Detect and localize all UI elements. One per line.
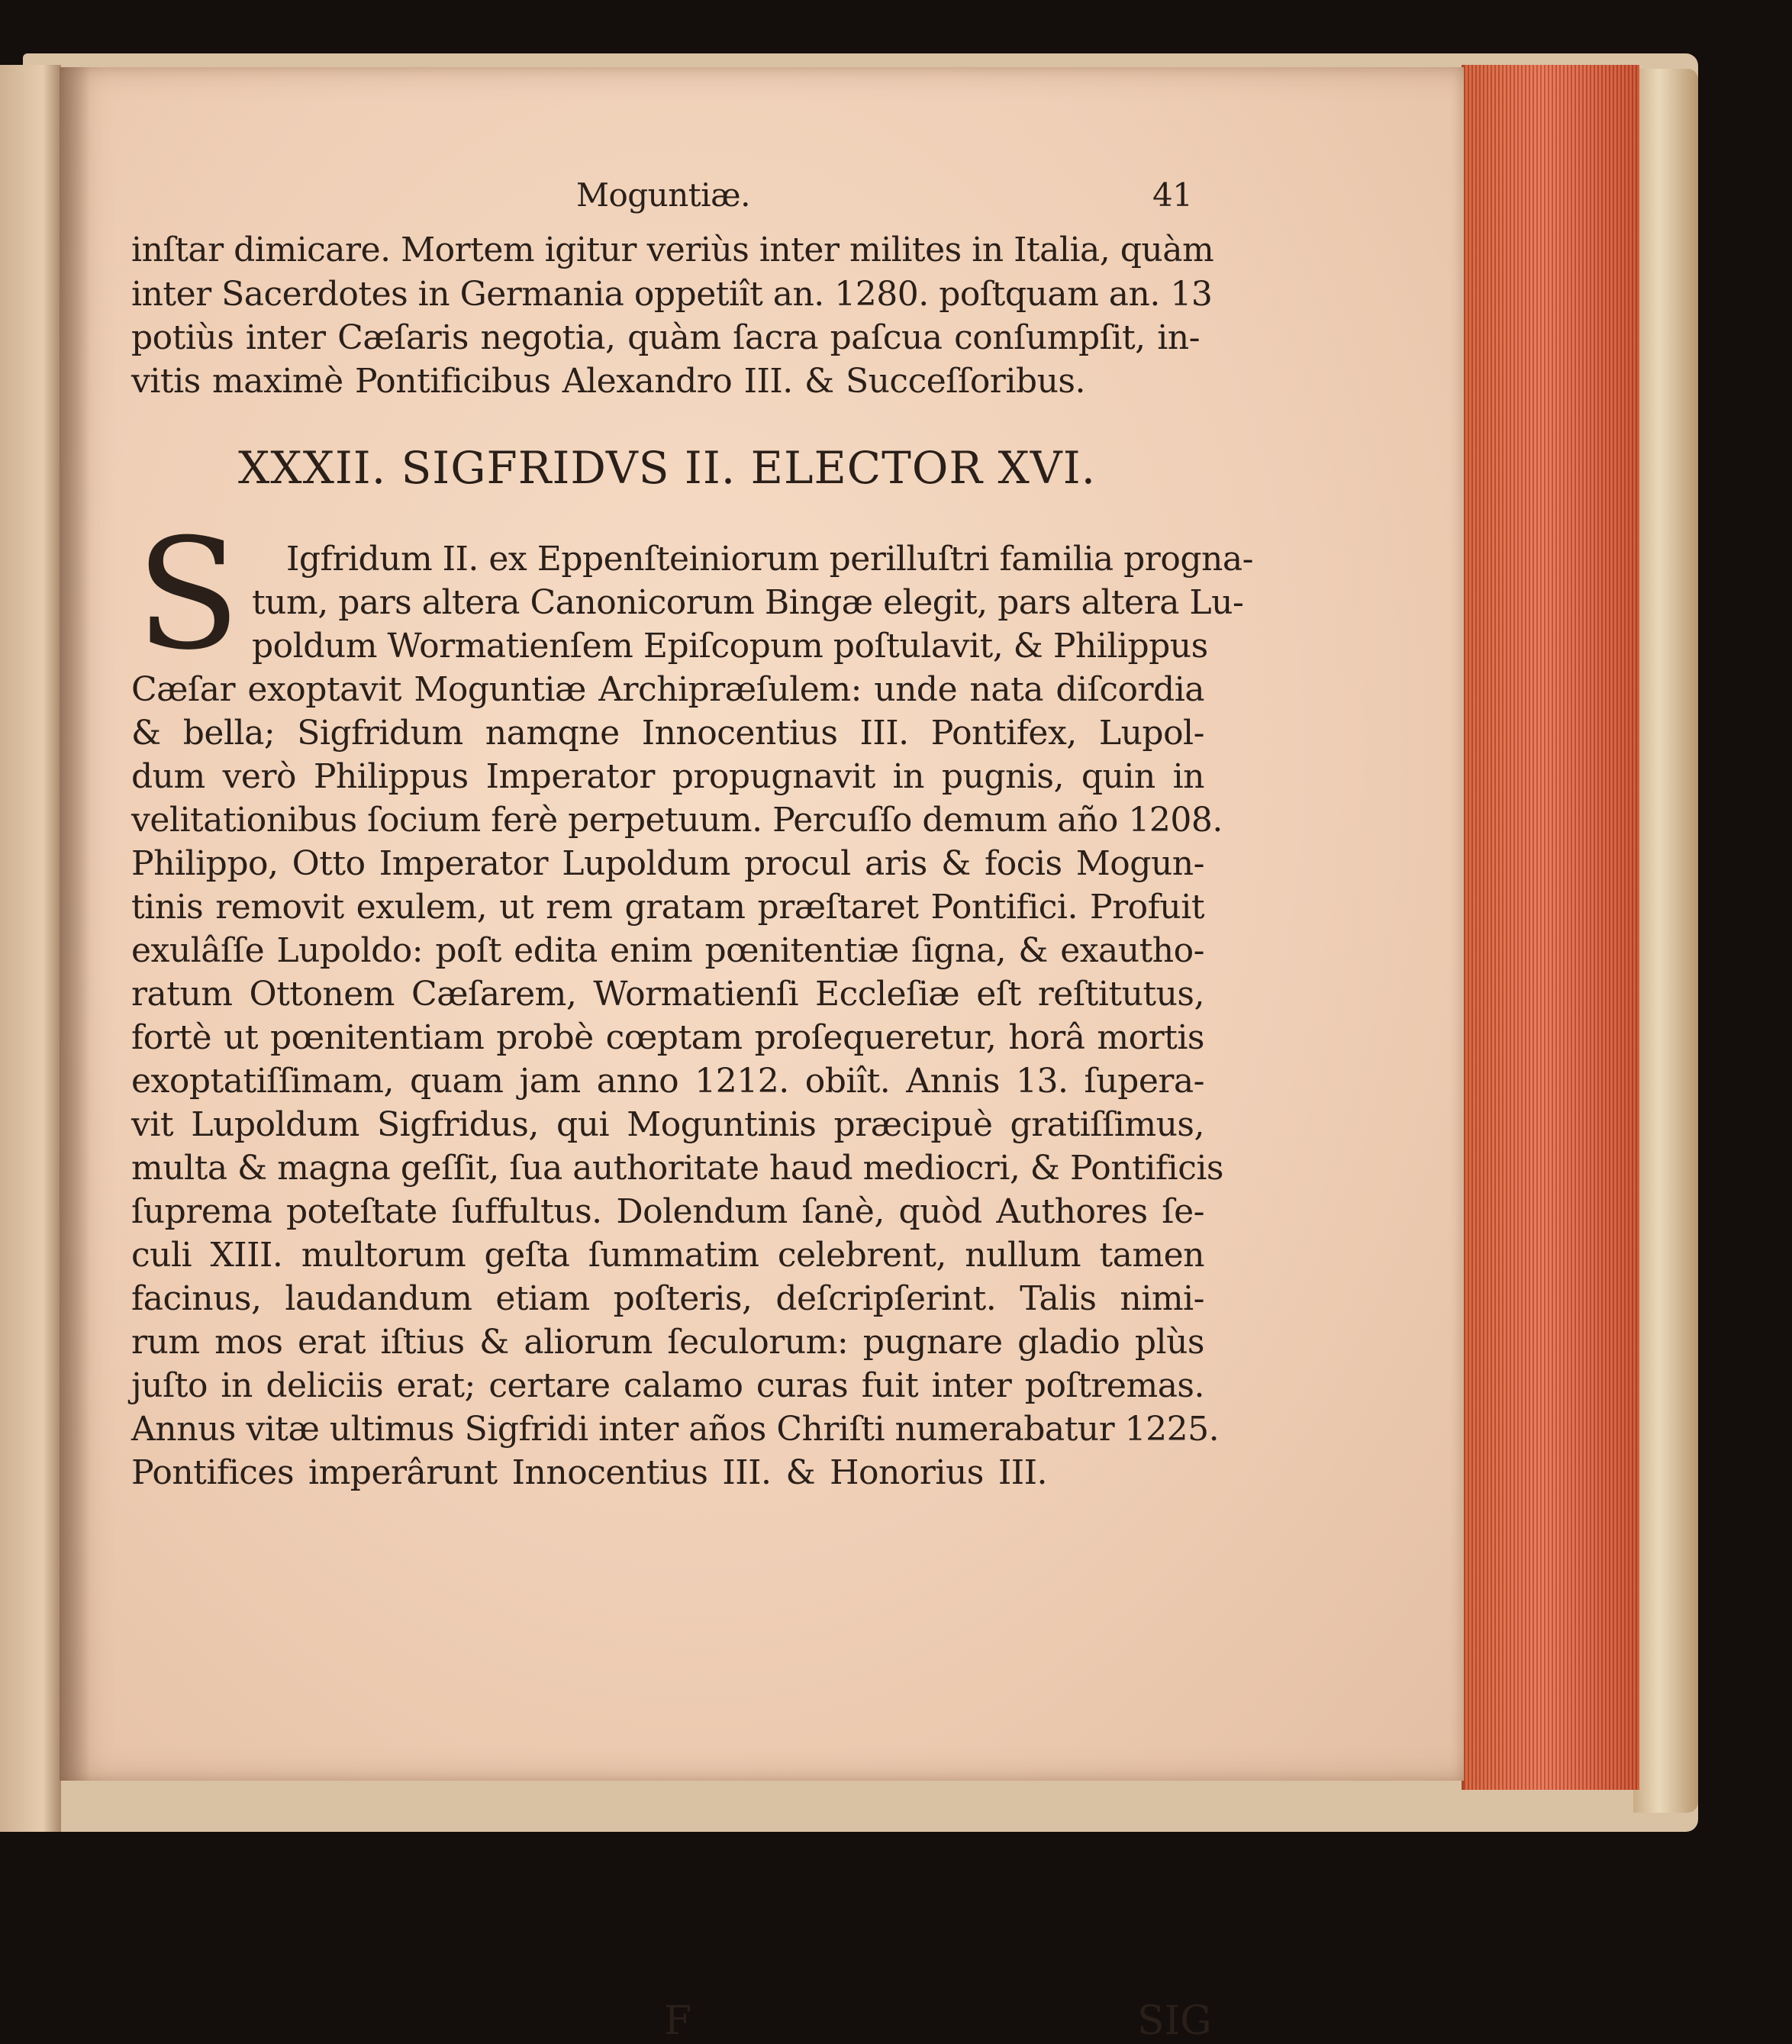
cover-edge	[1633, 69, 1698, 1813]
text-line: Philippo, Otto Imperator Lupoldum procul aris & focis Mogun-	[131, 844, 1204, 883]
text-line: Cæſar exoptavit Moguntiæ Archipræſulem: unde nata diſcordia	[131, 670, 1204, 709]
catchword: SIG	[1137, 1998, 1212, 2044]
gutter-shadow	[60, 67, 90, 1781]
text-line: dum verò Philippus Imperator propugnavit in pugnis, quin in	[131, 757, 1204, 796]
page-block-edge	[1462, 65, 1639, 1790]
text-line: exulâſſe Lupoldo: poſt edita enim pœnitentiæ ſigna, & exautho-	[131, 931, 1204, 970]
text-line: vitis maximè Pontificibus Alexandro III. & Succeſſoribus.	[131, 362, 1085, 401]
drop-cap: S	[136, 506, 241, 684]
text-line: potiùs inter Cæſaris negotia, quàm ſacra paſcua conſumpſit, in-	[131, 318, 1200, 357]
section-heading: XXXII. SIGFRIDVS II. ELECTOR XVI.	[238, 442, 1097, 494]
text-line: rum mos erat iſtius & aliorum ſeculorum: pugnare gladio plùs	[131, 1323, 1204, 1362]
text-line: culi XIII. multorum geſta ſummatim celebrent, nullum tamen	[131, 1236, 1204, 1275]
text-line: inſtar dimicare. Mortem igitur veriùs inter milites in Italia, quàm	[131, 231, 1214, 269]
text-line: & bella; Sigfridum namqne Innocentius III. Pontifex, Lupol-	[131, 714, 1204, 753]
text-line: ratum Ottonem Cæſarem, Wormatienſi Eccleſiæ eſt reſtitutus,	[131, 975, 1204, 1014]
text-line: tum, pars altera Canonicorum Bingæ elegit, pars altera Lu-	[252, 583, 1244, 622]
text-line: poldum Wormatienſem Epiſcopum poſtulavit, & Philippus	[252, 627, 1208, 666]
text-line: juſto in deliciis erat; certare calamo curas fuit inter poſtremas.	[131, 1366, 1204, 1405]
text-line: multa & magna geſſit, ſua authoritate haud mediocri, & Pontificis	[131, 1149, 1223, 1188]
text-line: Pontifices imperârunt Innocentius III. & Honorius III.	[131, 1453, 1047, 1492]
text-line: tinis removit exulem, ut rem gratam præſtaret Pontifici. Profuit	[131, 888, 1204, 927]
text-line: facinus, laudandum etiam poſteris, deſcripſerint. Talis nimi-	[131, 1279, 1204, 1318]
page-number: 41	[1152, 176, 1193, 214]
text-line: fortè ut pœnitentiam probè cœptam proſequeretur, horâ mortis	[131, 1018, 1204, 1057]
text-line: exoptatiſſimam, quam jam anno 1212. obiît. Annis 13. ſupera-	[131, 1062, 1204, 1101]
text-line: vit Lupoldum Sigfridus, qui Moguntinis præcipuè gratiſſimus,	[131, 1105, 1204, 1144]
facing-page-edge	[0, 65, 61, 1832]
gathering-signature: F	[664, 1998, 692, 2044]
text-line: Igfridum II. ex Eppenſteiniorum perilluſtri familia progna-	[286, 540, 1253, 579]
running-head: Moguntiæ.	[576, 176, 750, 214]
text-line: inter Sacerdotes in Germania oppetiît an. 1280. poſtquam an. 13	[131, 275, 1213, 314]
text-line: velitationibus ſocium ferè perpetuum. Percuſſo demum año 1208.	[131, 801, 1223, 840]
text-line: Annus vitæ ultimus Sigfridi inter años Chriſti numerabatur 1225.	[131, 1410, 1220, 1449]
text-line: ſuprema poteſtate ſuffultus. Dolendum ſanè, quòd Authores ſe-	[131, 1192, 1204, 1231]
